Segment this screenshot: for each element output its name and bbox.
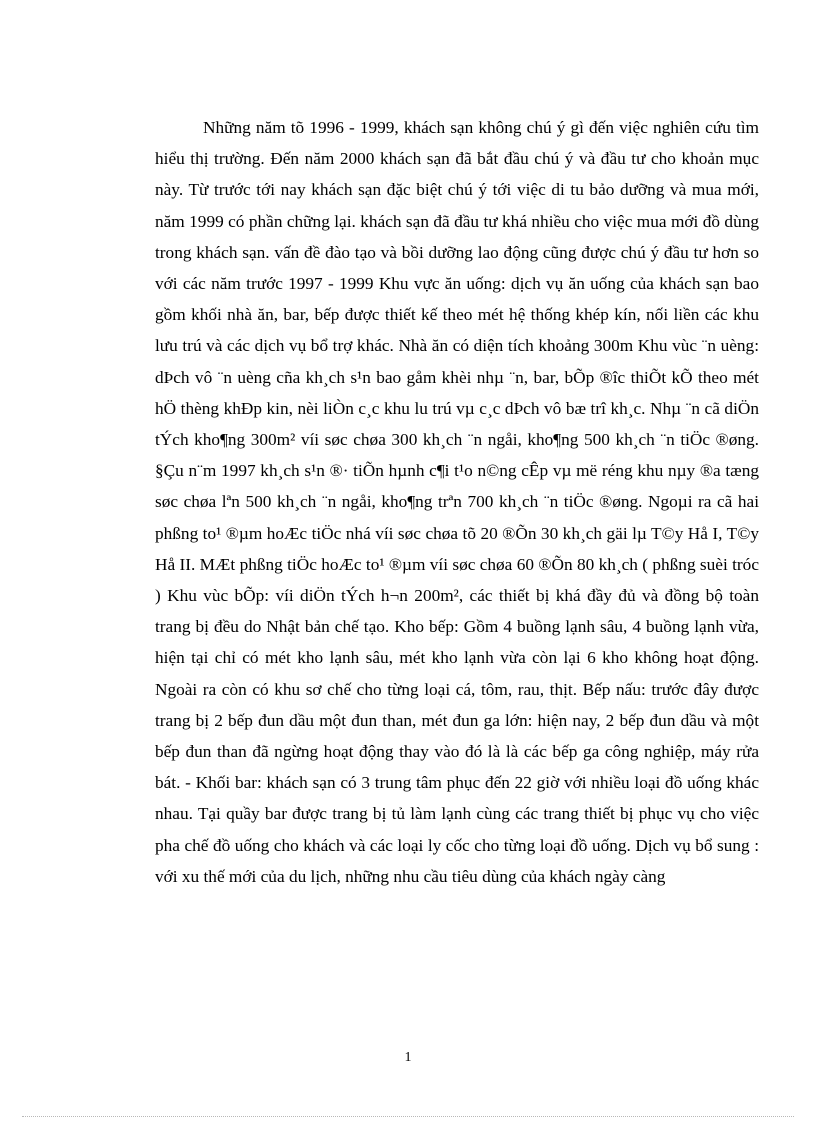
page-bottom-divider	[22, 1116, 794, 1117]
body-paragraph: Những năm tõ 1996 - 1999, khách sạn không chú ý gì đến việc nghiên cứu tìm hiểu thị trường. Đến năm 2000 khách sạn đã bắt đầu chú ý và đầu tư cho khoản mục này. Từ trước tới nay khách sạn đặc biệt chú ý tới việc di tu bảo dưỡng và mua mới, năm 1999 có phần chững lại. khách sạn đã đầu tư khá nhiều cho việc mua mới đồ dùng trong khách sạn. vấn đề đào tạo và bồi dưỡng lao động cũng được chú ý đầu tư hơn so với các năm trước 1997 - 1999 Khu vực ăn uống: dịch vụ ăn uống của khách sạn bao gồm khối nhà ăn, bar, bếp được thiết kế theo mét hệ thống khép kín, nối liền các khu lưu trú và các dịch vụ bổ trợ khác. Nhà ăn có diện tích khoảng 300m Khu vùc ¨n uèng: dÞch vô ¨n uèng cña kh¸ch s¹n bao gåm khèi nhµ ¨n, bar, bÕp ®îc thiÕt kÕ theo mét hÖ thèng khÐp kin, nèi liÒn c¸c khu lu trú vµ c¸c dÞch vô bæ trî kh¸c. Nhµ ¨n cã diÖn tÝch kho¶ng 300m² víi søc chøa 300 kh¸ch ¨n ngåi, kho¶ng 500 kh¸ch ¨n tiÖc ®øng. §Çu n¨m 1997 kh¸ch s¹n ®· tiÕn hµnh c¶i t¹o n©ng cÊp vµ më réng khu nµy ®a tæng søc chøa lªn 500 kh¸ch ¨n ngåi, kho¶ng trªn 700 kh¸ch ¨n tiÖc ®øng. Ngoµi ra cã hai phßng to¹ ®µm hoÆc tiÖc nhá víi søc chøa tõ 20 ®Õn 30 kh¸ch gäi lµ T©y Hå I, T©y Hå II. MÆt phßng tiÖc hoÆc to¹ ®µm víi søc chøa 60 ®Õn 80 kh¸ch ( phßng suèi tróc ) Khu vùc bÕp: víi diÖn tÝch h¬n 200m², các thiết bị khá đầy đủ và đồng bộ toàn trang bị đều do Nhật bản chế tạo. Kho bếp: Gồm 4 buồng lạnh sâu, 4 buồng lạnh vừa, hiện tại chỉ có mét kho lạnh sâu, mét kho lạnh vừa còn lại 6 kho không hoạt động. Ngoài ra còn có khu sơ chế cho từng loại cá, tôm, rau, thịt. Bếp nấu: trước đây được trang bị 2 bếp đun dầu một đun than, mét đun ga lớn: hiện nay, 2 bếp đun dầu và một bếp đun than đã ngừng hoạt động thay vào đó là là các bếp ga công nghiệp, máy rửa bát. - Khối bar: khách sạn có 3 trung tâm phục đến 22 giờ với nhiều loại đồ uống khác nhau. Tại quầy bar được trang bị tủ làm lạnh cùng các trang thiết bị phục vụ cho việc pha chế đồ uống cho khách và các loại ly cốc cho từng loại đồ uống. Dịch vụ bổ sung : với xu thế mới của du lịch, những nhu cầu tiêu dùng của khách ngày càng	[155, 118, 759, 886]
page-number: 1	[404, 1050, 412, 1065]
